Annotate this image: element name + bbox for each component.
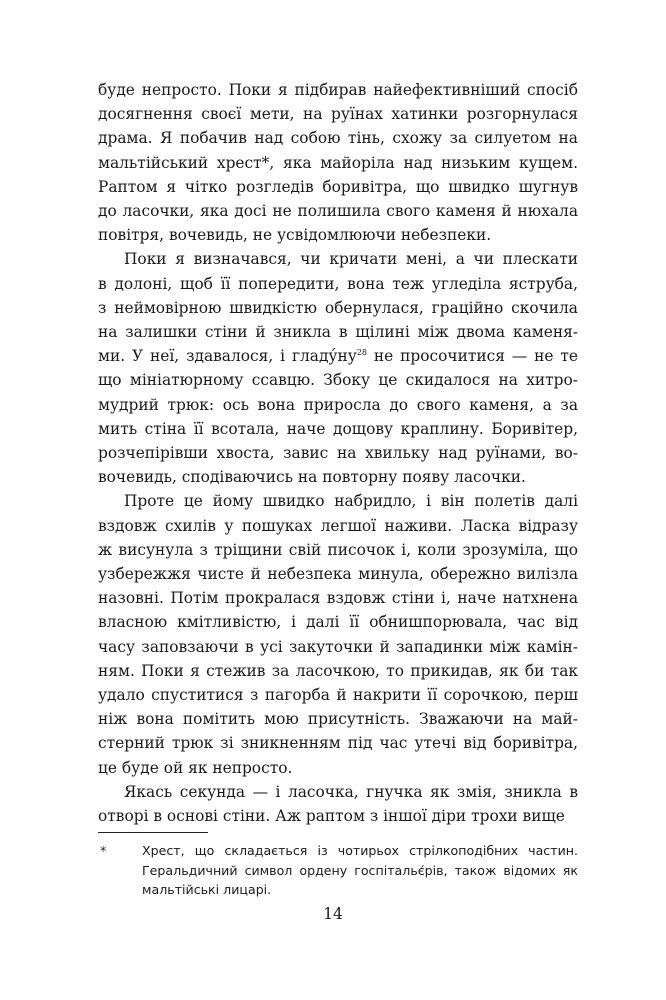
footnote-line: Хрест, що складається із чотирьох стрілкоподібних частин. bbox=[142, 843, 578, 859]
text-line: ням. Поки я стежив за ласочкою, то прикидав, як би так bbox=[98, 661, 578, 680]
text-line: отворі в основі стіни. Аж раптом з іншої діри трохи вище bbox=[98, 807, 565, 826]
text-line: удало спуститися з пагорба й накрити її сорочкою, перш bbox=[98, 686, 578, 705]
footnote-divider bbox=[98, 832, 208, 833]
text-line: часу заповзаючи в усі закуточки й западинки між камін- bbox=[98, 637, 578, 656]
text-line: ж висунула з тріщини свій писочок і, коли зрозуміла, що bbox=[98, 540, 578, 559]
text-line: драма. Я побачив над собою тінь, схожу за силуетом на bbox=[98, 129, 578, 148]
text-line: розчепірівши хвоста, завис на хвильку над руїнами, во- bbox=[98, 444, 578, 463]
text-line: повітря, вочевидь, не усвідомлюючи небезпеки. bbox=[98, 226, 492, 245]
text-line: що мініатюрному ссавцю. Збоку це скидалося на хитро- bbox=[98, 371, 578, 390]
page-number: 14 bbox=[323, 905, 343, 923]
text-line: досягнення своєї мети, на руїнах хатинки розгорнулася bbox=[98, 105, 578, 124]
text-line: мить стіна її всотала, наче дощову краплину. Боривітер, bbox=[98, 419, 578, 438]
paragraph bbox=[98, 247, 578, 489]
paragraph bbox=[98, 489, 578, 779]
text-line: вздовж схилів у пошуках легшої наживи. Ласка відразу bbox=[98, 516, 578, 535]
paragraph bbox=[98, 78, 578, 247]
text-line: з неймовірною швидкістю обернулася, граційно скочила bbox=[98, 298, 578, 317]
text-line: до ласочки, яка досі не полишила свого каменя й нюхала bbox=[98, 202, 578, 221]
text-line: стерний трюк зі зникненням під час утечі від боривітра, bbox=[98, 734, 578, 753]
text-line: власною кмітливістю, і далі її обнишпорювала, час від bbox=[98, 613, 578, 632]
footnote bbox=[98, 841, 578, 900]
text-line: мудрий трюк: ось вона приросла до свого каменя, а за bbox=[98, 395, 578, 414]
main-text bbox=[98, 78, 578, 828]
text-line: в долоні, щоб її попередити, вона теж угледіла яструба, bbox=[98, 274, 578, 293]
text-line: узбережжя чисте й небезпека минула, обережно вилізла bbox=[98, 565, 578, 584]
text-line: мальтійський хрест*, яка майоріла над низьким кущем. bbox=[98, 153, 578, 172]
text-line: буде непросто. Поки я підбирав найефективніший спосіб bbox=[98, 81, 578, 99]
footnote-text bbox=[142, 841, 578, 900]
footnote-mark: * bbox=[100, 843, 107, 859]
footnote-reference: 28 bbox=[356, 348, 367, 358]
text-line: Раптом я чітко розгледів боривітра, що швидко шугнув bbox=[98, 177, 578, 196]
text-line: вочевидь, сподіваючись на повторну появу ласочки. bbox=[98, 468, 526, 487]
footnote-line: мальтійські лицарі. bbox=[142, 882, 272, 898]
text-line: ніж вона помітить мою присутність. Зважаючи на май- bbox=[98, 710, 578, 729]
text-line: на залишки стіни й зникла в щілині між двома каменя- bbox=[98, 323, 578, 342]
text-line: Поки я визначався, чи кричати мені, а чи плескати bbox=[124, 250, 578, 269]
text-line: ми. У неї, здавалося, і $гладу́ну^{28}$ не просочитися — не те bbox=[98, 347, 578, 366]
page-body bbox=[98, 78, 578, 900]
footnote-line: Геральдичний символ ордену госпітальє́рів, також відомих як bbox=[142, 862, 578, 878]
text-line: Якась секунда — і ласочка, гнучка як змія, зникла в bbox=[124, 782, 578, 801]
text-line: Проте це йому швидко набридло, і він полетів далі bbox=[124, 492, 578, 511]
paragraph bbox=[98, 780, 578, 828]
text-line: це буде ой як непросто. bbox=[98, 758, 293, 777]
text-line: назовні. Потім прокралася вздовж стіни і, наче натхнена bbox=[98, 589, 578, 608]
